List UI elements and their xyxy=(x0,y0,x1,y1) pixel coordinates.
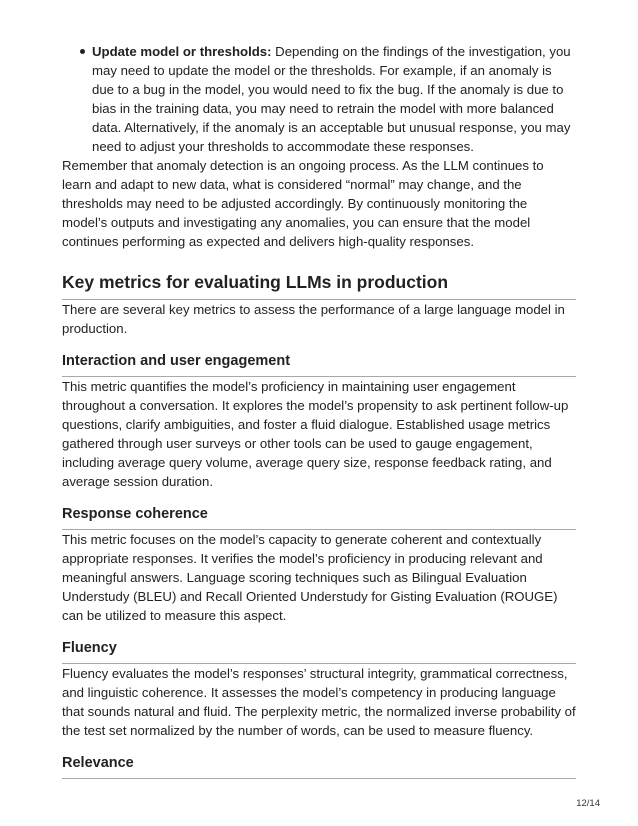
section-heading-key-metrics: Key metrics for evaluating LLMs in production xyxy=(62,271,576,300)
section-intro-paragraph: There are several key metrics to assess the performance of a large language model in production. xyxy=(62,302,565,336)
anomaly-closing-paragraph: Remember that anomaly detection is an ongoing process. As the LLM continues to learn and adapt to new data, what is considered “normal” may change, and the thresholds may need to be adjusted accordingly. By continuously monitoring the model’s outputs and investigating any anomalies, you can ensure that the model continues performing as expected and delivers high-quality responses. xyxy=(62,158,544,249)
subheading-response-coherence: Response coherence xyxy=(62,505,576,530)
bullet-item-update-model xyxy=(92,42,576,156)
subheading-fluency: Fluency xyxy=(62,639,576,664)
bullet-list xyxy=(62,42,576,156)
bullet-label: Update model or thresholds: xyxy=(92,44,272,59)
subheading-relevance: Relevance xyxy=(62,754,576,779)
subheading-interaction-engagement: Interaction and user engagement xyxy=(62,352,576,377)
bullet-icon xyxy=(80,49,85,54)
page-number: 12/14 xyxy=(576,798,600,809)
bullet-text: Depending on the findings of the investigation, you may need to update the model or the thresholds. For example, if an anomaly is due to a bug in the model, you would need to fix the bug. If the anomaly is due to bias in the training data, you may need to retrain the model with more balanced data. Alternatively, if the anomaly is an acceptable but unusual response, you may need to adjust your thresholds to accommodate these responses. xyxy=(92,44,571,154)
paragraph-response-coherence: This metric focuses on the model’s capacity to generate coherent and contextually appropriate responses. It verifies the model’s proficiency in producing relevant and meaningful answers. Language scoring techniques such as Bilingual Evaluation Understudy (BLEU) and Recall Oriented Understudy for Gisting Evaluation (ROUGE) can be utilized to measure this aspect. xyxy=(62,532,558,623)
paragraph-interaction-engagement: This metric quantifies the model’s proficiency in maintaining user engagement throughout a conversation. It explores the model’s propensity to ask pertinent follow-up questions, clarify ambiguities, and foster a fluid dialogue. Established usage metrics gathered through user surveys or other tools can be used to gauge engagement, including average query volume, average query size, response feedback rating, and average session duration. xyxy=(62,379,569,489)
document-page xyxy=(62,42,576,779)
paragraph-fluency: Fluency evaluates the model’s responses’ structural integrity, grammatical correctness, and linguistic coherence. It assesses the model’s competency in producing language that sounds natural and fluid. The perplexity metric, the normalized inverse probability of the test set normalized by the number of words, can be used to measure fluency. xyxy=(62,666,576,738)
